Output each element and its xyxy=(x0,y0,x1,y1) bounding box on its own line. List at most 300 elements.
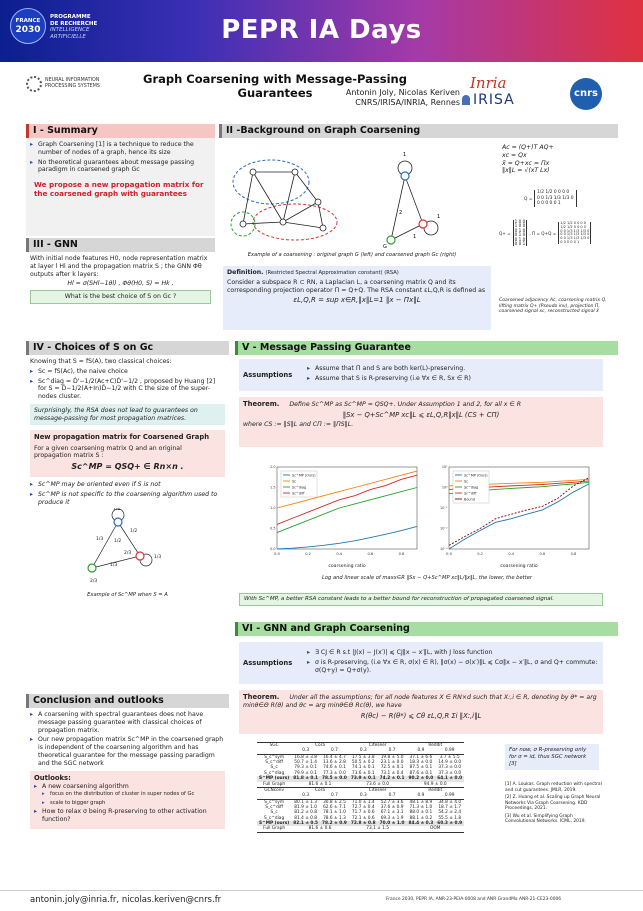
matrix-row: 0 0 1/3 1/3 1/3 0 xyxy=(560,228,590,233)
inria-logo: Inria xyxy=(470,74,507,92)
table-cell: Reddit xyxy=(406,743,464,749)
legend-label: Sc^diag xyxy=(464,485,479,490)
graph-node xyxy=(240,221,246,227)
table-cell: 0.3 xyxy=(291,793,320,799)
gnn-assumption-2: ▸ σ is R-preserving, (i.e ∀x ∈ R, σ(x) ∈ R), ‖σ(x) − σ(x′)‖L ⩽ Cσ‖x − x′‖L, σ and Q+ commute: σ(Q+y) = Q+σ(y). xyxy=(307,659,599,675)
table-cell: 80.1 ± 1.3 xyxy=(294,799,317,805)
coarse-node-green xyxy=(387,236,395,244)
mpg-assumption-1: ▸ Assume that Π and S are both ker(L)-preserving. xyxy=(307,365,599,373)
table-cell: 64.1 ± 0.0 xyxy=(437,776,463,782)
choices-list xyxy=(30,368,225,401)
france-logo-text: FRANCE xyxy=(15,18,41,24)
poster-footer xyxy=(0,890,643,911)
mpg-heading: V - Message Passing Guarantee xyxy=(235,341,618,355)
example-node-red xyxy=(136,552,144,560)
matrix-row: 0 0 1/3 1/3 1/3 0 xyxy=(560,235,590,240)
table-cell: 81.4 ± 0.8 xyxy=(294,815,317,821)
table-cell: 72.1 ± 0.6 xyxy=(351,815,375,821)
table-cell: 23.1 ± 0.0 xyxy=(380,760,404,766)
table-cell: 78.1 ± 1.0 xyxy=(323,810,346,816)
summary-highlight: We propose a new propagation matrix for the coarsened graph with guarantees xyxy=(34,180,204,198)
gnn-assumptions-list xyxy=(307,649,599,676)
gnn-equation: Hl = σ(SHl−1θl) , Φθ(H0, S) = Hk , xyxy=(67,280,174,288)
graph-node xyxy=(320,225,326,231)
outlooks-list xyxy=(34,783,221,824)
x-tick-label: 0.0 xyxy=(274,552,280,556)
affiliation: CNRS/IRISA/INRIA, Rennes xyxy=(355,98,460,108)
table-cell: 72.7 ± 0.4 xyxy=(351,804,375,810)
table-cell: 81.9 ± 1.0 xyxy=(294,804,317,810)
formula-line: xc = Qx xyxy=(502,151,527,159)
matrix-row: 0 0 1/3 1/3 1/3 0 xyxy=(560,232,590,237)
gnn-panel xyxy=(26,238,215,330)
table-cell: 74.2 ± 0.1 xyxy=(379,776,405,782)
table-cell: 50.7 ± 1.4 xyxy=(294,760,317,766)
background-panel xyxy=(219,124,618,334)
smp-example-graph xyxy=(80,508,180,592)
summary-panel xyxy=(26,124,215,236)
x-axis-label: coarsening ratio xyxy=(500,564,538,569)
mpg-assumptions-box xyxy=(239,359,603,391)
conclusion-panel xyxy=(26,694,229,884)
formula-line: x̃ = Q+xc = Πx xyxy=(502,159,550,167)
table-cell: 0.3 xyxy=(349,748,378,754)
table-cell: 87.6 ± 0.1 xyxy=(409,770,433,776)
outlooks-title: Outlooks: xyxy=(34,774,71,783)
graph-node xyxy=(250,169,256,175)
table-cell: 79.3 ± 0.1 xyxy=(294,765,317,771)
example-edge-weight: 1/2 xyxy=(114,539,122,545)
summary-content xyxy=(26,138,215,236)
gnn-theorem-box xyxy=(239,690,603,734)
mpg-assumptions-list xyxy=(307,365,599,385)
funding-text: France 2030, PEPR IA, ANR-23-PEIA-0008 and ANR GrandMa ANR-21-CE23-0006 xyxy=(386,897,562,902)
table-cell: 0.7 xyxy=(378,793,407,799)
table-cell: S_c^diag xyxy=(264,815,285,821)
legend-label: Sc^diag xyxy=(292,485,307,490)
property-bullet-1: ▸ Sc^MP may be oriented even if S is not xyxy=(30,481,225,489)
new-propagation-text: For a given coarsening matrix Q and an original propagation matrix S : xyxy=(34,444,182,460)
gnn-theorem-text: Under all the assumptions; for all node features X ∈ RN×d such that X:,i ∈ R, denoting by θ* = arg minθ∈Θ R(θ) and θc = arg minθ∈Θ Rc(θ), we have xyxy=(243,694,597,709)
table-cell: 14.9 ± 0.0 xyxy=(438,760,462,766)
matrix-row: 1 0 0 xyxy=(514,223,526,229)
table-cell: 82.1 ± 0.5 xyxy=(293,821,319,827)
new-propagation-properties xyxy=(30,481,225,506)
graph-node xyxy=(292,169,298,175)
coarse-edge-label: 1 xyxy=(403,152,407,158)
mpg-theorem-equation: ‖Sx − Q+Sc^MP xc‖L ⩽ εL,Q,R‖x‖L (CS + CΠ) xyxy=(342,410,500,419)
definition-subtitle: (Restricted Spectral Approximation constant) (RSA) xyxy=(265,270,399,276)
mpg-chart-caption: Log and linear scale of maxx∈R ‖Sx − Q+Sc^MP xc‖L/‖x‖L, the lower, the better xyxy=(321,575,533,581)
neurips-line-1: NEURAL INFORMATION xyxy=(45,78,100,83)
cluster-ellipse-blue xyxy=(233,160,309,204)
table-cell: 19.8 ± 5.0 xyxy=(380,754,404,760)
summary-bullet-2: ▸ No theoretical guarantees about message passing paradigm in coarsened graph Gc xyxy=(30,159,211,175)
matrix-row: 1/2 1/2 0 0 0 0 xyxy=(560,224,586,229)
table-cell: 72.5 ± 0.1 xyxy=(380,765,404,771)
table-cell: 71.0 ± 1.4 xyxy=(351,799,375,805)
x-tick-label: 0.4 xyxy=(336,552,343,556)
legend-label: Sc xyxy=(464,479,469,484)
table-cell: 0.3 xyxy=(349,793,378,799)
choices-panel xyxy=(26,341,229,687)
banner xyxy=(0,0,643,62)
table-cell: 52.7 ± 3.6 xyxy=(380,799,404,805)
gnn-coarsening-heading: VI - GNN and Graph Coarsening xyxy=(235,622,618,636)
coarsened-graph-edges xyxy=(391,161,441,240)
table-cell: 71.3 ± 1.0 xyxy=(409,804,433,810)
table-cell: Full Graph xyxy=(257,782,291,788)
matrix-row: 0 0 0 0 0 1 xyxy=(560,239,580,244)
table-cell: 54.2 ± 2.4 xyxy=(438,810,462,816)
coarse-edge-label: 2 xyxy=(399,210,403,216)
pi-matrix-body xyxy=(558,222,591,244)
y-tick-label: 0.5 xyxy=(270,526,276,531)
table-cell: 78.6 ± 1.3 xyxy=(323,815,346,821)
mpg-theorem-box xyxy=(239,397,603,447)
table-cell: 30.8 ± 2.5 xyxy=(323,799,346,805)
table-cell: 88.1 ± 0.2 xyxy=(409,815,433,821)
mpg-theorem-label: Theorem. xyxy=(243,400,280,408)
table-cell: 78.5 ± 0.0 xyxy=(322,776,347,782)
coarse-edge-label: 1 xyxy=(413,234,417,240)
new-propagation-title: New propagation matrix for Coarsened Graph xyxy=(34,433,210,442)
y-tick-label: 10⁻¹ xyxy=(440,506,448,511)
gnn-content xyxy=(26,252,215,307)
table-cell: 73.6 ± 0.1 xyxy=(351,770,375,776)
table-cell: 81.6 ± 0.1 xyxy=(291,782,349,788)
table-cell: OOM xyxy=(406,826,464,832)
outlook-1 xyxy=(34,783,221,807)
legend-label: Sc^diff xyxy=(292,491,305,496)
q-plus-and-pi-matrices xyxy=(499,220,591,246)
sgc-note: For now, σ R-preserving only for σ = id, thus SGC network [3] xyxy=(505,744,599,770)
example-edge-weight: 2/3 xyxy=(124,551,132,557)
table-cell: 0.7 xyxy=(320,748,349,754)
irisa-logo-text: IRISA xyxy=(473,92,515,108)
table-cell: 3.7 ± 5.5 xyxy=(439,754,460,760)
gnn-theorem-equation: R(θc) − R(θ*) ⩽ Cθ εL,Q,R Σi ‖X:,i‖L xyxy=(360,711,482,720)
table-cell: 78.2 ± 0.9 xyxy=(322,821,347,827)
conclusion-heading: Conclusion and outlooks xyxy=(26,694,229,708)
gnn-assumptions-label: Assumptions xyxy=(243,658,293,667)
table-cell: S^MP (ours) xyxy=(259,821,290,827)
table-cell: 34.8 ± 4.0 xyxy=(438,799,462,805)
authors: Antonin Joly, Nicolas Keriven xyxy=(345,88,460,97)
choices-heading: IV - Choices of S on Gc xyxy=(26,341,229,355)
table-cell: 0.99 xyxy=(435,793,464,799)
reference-1: [1] A. Loukas. Graph reduction with spectral and cut guarantees. JMLR, 2019. xyxy=(505,782,602,793)
table-cell: 0.7 xyxy=(320,793,349,799)
neurips-logo-text xyxy=(45,78,100,90)
table-cell: 50.5 ± 0.2 xyxy=(351,760,375,766)
table-cell: 37.1 ± 6.6 xyxy=(409,754,433,760)
table-cell: 70.0 ± 1.0 xyxy=(379,821,405,827)
summary-list xyxy=(30,141,211,174)
example-edge-weight: 1/2 xyxy=(113,508,121,513)
table-cell: 69.3 ± 1.9 xyxy=(380,815,404,821)
table-full-graph-row xyxy=(257,826,464,832)
table-cell: 18.3 ± 0.0 xyxy=(409,760,433,766)
definition-label: Definition. xyxy=(227,269,264,276)
matrix-row: 0 1 0 xyxy=(514,227,526,233)
table-cell: 77.3 ± 0.0 xyxy=(323,770,346,776)
example-edge-weight: 1/3 xyxy=(110,563,118,569)
outlook-sub-2: ▸ scale to bigger graph xyxy=(42,800,221,807)
legend-label: Sc^MP (Ours) xyxy=(464,473,488,478)
table-cell: 79.9 ± 0.1 xyxy=(294,770,317,776)
log-scale-chart xyxy=(435,461,595,571)
table-cell: 37.6 ± 0.9 xyxy=(380,804,404,810)
x-tick-label: 0.2 xyxy=(477,552,483,556)
x-tick-label: 0.8 xyxy=(570,552,577,556)
table-cell: 16.4 ± 4.7 xyxy=(323,754,346,760)
legend-label: Bound xyxy=(464,497,475,502)
france-logo-year: 2030 xyxy=(15,24,41,35)
gnn-assumption-1: ▸ ∃ CJ ∈ R s.t |J(x) − J(x′)| ⩽ CJ‖x − x′‖L, with J loss function xyxy=(307,649,599,657)
table-cell: Full Graph xyxy=(257,826,291,832)
table-cell: 16.8 ± 3.8 xyxy=(294,754,317,760)
cluster-ellipse-red xyxy=(253,204,337,240)
rsa-definition-box xyxy=(223,266,491,330)
contact-emails: antonin.joly@inria.fr, nicolas.keriven@cnrs.fr xyxy=(30,895,222,905)
table-cell: 74.6 ± 0.1 xyxy=(323,765,346,771)
new-propagation-equation: Sc^MP = QSQ+ ∈ Rn×n . xyxy=(71,462,184,472)
y-tick-label: 10⁻³ xyxy=(440,547,448,552)
background-heading: II -Background on Graph Coarsening xyxy=(219,124,618,138)
table-cell: 48.1 ± 8.9 xyxy=(409,799,433,805)
program-line-1: PROGRAMME xyxy=(50,14,91,20)
matrix-row: 1/2 1/2 0 0 0 0 xyxy=(560,221,586,226)
example-node-green xyxy=(88,564,96,572)
y-tick-label: 10⁰ xyxy=(441,485,448,490)
gnn-text: With initial node features H0, node representation matrix at layer l Hl and the propagation matrix S ; the GNN Φθ outputs after k layers: xyxy=(30,255,208,278)
y-tick-label: 10⁻² xyxy=(440,526,448,531)
y-tick-label: 2.0 xyxy=(270,465,276,470)
poster-header xyxy=(0,62,643,114)
table-cell: 18.7 ± 1.7 xyxy=(438,804,462,810)
q-plus-matrix-body xyxy=(513,220,528,246)
table-cell: 74.1 ± 0.1 xyxy=(351,765,375,771)
table-cell: 73.1 ± 0.4 xyxy=(380,770,404,776)
chart-legend xyxy=(281,471,317,497)
chart-legend xyxy=(453,471,489,503)
choices-remark: Surprisingly, the RSA does not lead to guarantees on message-passing for most propagation matrices. xyxy=(30,404,225,426)
results-table-wrap xyxy=(257,742,507,833)
table-cell: 90.2 ± 0.0 xyxy=(408,776,434,782)
definition-text: Consider a subspace R ⊂ RN, a Laplacian L, a coarsening matrix Q and its corresponding projection operator Π = Q+Q. The RSA constant εL,Q,R is defined as xyxy=(227,278,486,294)
q-matrix xyxy=(524,190,577,207)
choice-bullet-1: ▸ Sc = fS(Ac), the naive choice xyxy=(30,368,225,376)
x-tick-label: 0.2 xyxy=(305,552,311,556)
y-tick-label: 10¹ xyxy=(441,465,448,470)
example-edge-weight: 2/3 xyxy=(90,579,98,585)
table-cell: 87.5 ± 0.1 xyxy=(409,765,433,771)
table-cell: SGC xyxy=(257,743,291,749)
poster-title: Graph Coarsening with Message-Passing Guarantees xyxy=(143,72,407,101)
coarsening-graph-figure xyxy=(223,140,493,250)
example-edge-weight: 1/3 xyxy=(96,537,104,543)
example-caption: Example of Sc^MP when S = A xyxy=(87,592,168,599)
mpg-conclusion: With Sc^MP, a better RSA constant leads to a better bound for reconstruction of propagated coarsened signal. xyxy=(239,593,603,606)
table-cell: 84.4 ± 0.3 xyxy=(408,821,434,827)
gnn-assumptions-box xyxy=(239,642,603,684)
example-edge-weight: 1/3 xyxy=(154,555,162,561)
y-tick-label: 1.5 xyxy=(270,485,276,490)
summary-heading: I - Summary xyxy=(26,124,215,138)
table-cell: 81.2 ± 0.8 xyxy=(294,810,317,816)
matrix-row: 0 1 0 xyxy=(514,232,526,238)
program-line-3: INTELLIGENCE xyxy=(50,27,90,34)
table-cell: S_c xyxy=(270,765,278,771)
x-tick-label: 0.6 xyxy=(367,552,374,556)
matrix-row: 0 0 1/3 1/3 1/3 0 xyxy=(536,195,574,201)
choices-intro: Knowing that S = fS(A), two classical choices: xyxy=(30,358,172,365)
x-axis-label: coarsening ratio xyxy=(328,564,366,569)
q-plus-label: Q+ = xyxy=(499,230,511,236)
cnrs-logo: cnrs xyxy=(570,78,602,110)
legend-label: Sc^MP (Ours) xyxy=(292,473,316,478)
gnn-theorem-label: Theorem. xyxy=(243,693,280,701)
mpg-panel xyxy=(235,341,618,619)
outlook-1-text: A new coarsening algorithm xyxy=(42,782,129,790)
q-matrix-body xyxy=(534,190,577,207)
matrix-row: 1 0 0 xyxy=(514,219,526,224)
results-table xyxy=(257,742,464,833)
formula-line: Ac = (Q+)T AQ+ xyxy=(502,144,554,151)
irisa-logo xyxy=(462,92,515,110)
coarsening-formulas xyxy=(502,144,614,175)
table-cell: 37.3 ± 0.0 xyxy=(438,765,462,771)
y-tick-label: 0.0 xyxy=(270,547,276,552)
table-cell: 72.8 ± 0.8 xyxy=(350,821,376,827)
gnn-question: What is the best choice of S on Gc ? xyxy=(30,290,211,304)
coarse-edge-label: 1 xyxy=(437,214,441,220)
neurips-logo-icon xyxy=(26,76,42,92)
table-cell: Citeseer xyxy=(349,787,407,793)
conclusion-list xyxy=(30,711,225,767)
program-line-2: DE RECHERCHE xyxy=(50,20,98,27)
x-tick-label: 0.4 xyxy=(508,552,515,556)
table-cell: 17.5 ± 3.8 xyxy=(351,754,375,760)
background-caption: Example of a coarsening : original graph G (left) and coarsened graph Gc (right) xyxy=(247,252,457,258)
table-cell: Cora xyxy=(291,743,349,749)
table-cell: S_c^sym xyxy=(264,799,285,805)
reference-3: [3] Wu et al. Simplifying Graph Convolutional Networks. ICML, 2019. xyxy=(505,813,586,824)
mpg-theorem-text: Define Sc^MP as Sc^MP = QSQ+. Under Assumption 1 and 2, for all x ∈ R xyxy=(289,401,522,408)
table-cell: GCNconv xyxy=(257,787,291,793)
gnn-coarsening-panel xyxy=(235,622,618,884)
event-title: PEPR IA Days xyxy=(221,15,422,45)
q-matrix-label: Q = xyxy=(524,196,533,202)
references xyxy=(505,782,603,827)
authors-block xyxy=(260,88,460,109)
table-cell: S_c^diff xyxy=(265,804,283,810)
outlook-sub-list xyxy=(42,791,221,806)
linear-scale-chart xyxy=(263,461,423,571)
choices-content xyxy=(26,355,229,602)
table-cell: S^MP (ours) xyxy=(259,776,290,782)
table-row xyxy=(257,776,464,781)
background-side-caption: Coarsened adjacency Ac, coarsening matrix Q, lifting matrix Q+ (Pseudo inv), projection Π, coarsened signal xc, reconstructed signal x̃ xyxy=(499,298,607,315)
property-bullet-2: ▸ Sc^MP is not specific to the coarsening algorithm used to produce it xyxy=(30,491,225,507)
table-cell: 55.5 ± 1.8 xyxy=(438,815,462,821)
table-cell: S_c^sym xyxy=(264,754,285,760)
table-cell: Reddit xyxy=(406,787,464,793)
coarse-graph-name: G xyxy=(383,244,387,250)
matrix-row: 1/2 1/2 0 0 0 0 xyxy=(536,190,570,195)
table-cell: 0.9 xyxy=(406,793,435,799)
table-cell: Citeseer xyxy=(349,743,407,749)
table-cell: 88.0 ± 0.1 xyxy=(409,810,433,816)
table-cell: 62.6 ± 7.1 xyxy=(323,804,346,810)
table-cell: S_c^diag xyxy=(264,770,285,776)
outlook-sub-1: ▸ focus on the distribution of cluster in super nodes of Gc xyxy=(42,791,221,798)
mpg-theorem-where: where CS := ‖S‖L and CΠ := ‖ΠS‖L. xyxy=(243,421,354,429)
table-cell: 73.9 ± 0.1 xyxy=(350,776,376,782)
table-cell: 67.1 ± 3.1 xyxy=(380,810,404,816)
outlook-2: ▸ How to relax σ being R-preserving to other activation function? xyxy=(34,808,221,824)
table-cell: 73.1 ± 1.5 xyxy=(349,826,407,832)
formula-line: ‖x‖L = √(xT Lx) xyxy=(502,167,550,175)
conclusion-content xyxy=(26,708,229,832)
matrix-row: 0 1 0 xyxy=(514,236,526,242)
example-edge-weight: 1/2 xyxy=(130,529,138,535)
graph-node xyxy=(280,219,286,225)
table-cell: 0.9 xyxy=(406,748,435,754)
mpg-assumption-2: ▸ Assume that S is R-preserving (i.e ∀x ∈ R, Sx ∈ R) xyxy=(307,375,599,383)
coarse-node-red xyxy=(419,220,427,228)
summary-bullet-1: ▸ Graph Coarsening [1] is a technique to reduce the number of nodes of a graph, hence its size xyxy=(30,141,211,157)
graph-node xyxy=(315,199,321,205)
legend-label: Sc^diff xyxy=(464,491,477,496)
reference-2: [2] Z. Huang et al. Scaling up Graph Neural Networks Via Graph Coarsening. KDD Proceedings, 2021. xyxy=(505,795,601,811)
table-cell: 94.9 ± 0.0 xyxy=(406,782,464,788)
table-cell: 81.6 ± 0.6 xyxy=(291,826,349,832)
table-cell: 0.99 xyxy=(435,748,464,754)
matrix-row: 0 0 0 0 0 1 xyxy=(536,201,561,206)
conclusion-bullet-1: ▸ A coarsening with spectral guarantees does not have message passing guarantee with classical choices of propagation matrix. xyxy=(30,711,225,734)
example-node-blue xyxy=(114,518,122,526)
definition-equation: εL,Q,R = sup x∈R,‖x‖L=1 ‖x − Πx‖L xyxy=(293,296,421,305)
neurips-line-2: PROCESSING SYSTEMS xyxy=(45,83,100,89)
legend-label: Sc xyxy=(292,479,297,484)
table-cell: 73.6 ± 0.0 xyxy=(349,782,407,788)
coarse-node-blue xyxy=(401,172,409,180)
choice-bullet-2: ▸ Sc^diag = D̂'−1/2(Ac+C)D̂'−1/2 , proposed by Huang [2] for S = D̃−1/2(A+In)D̃−1/2 with C the size of the super-nodes cluster. xyxy=(30,378,225,401)
program-line-4: ARTIFICIELLE xyxy=(50,33,86,40)
x-tick-label: 0.8 xyxy=(398,552,405,556)
mpg-assumptions-label: Assumptions xyxy=(243,370,293,379)
table-cell: 81.8 ± 0.1 xyxy=(293,776,319,782)
outlooks-box xyxy=(30,771,225,829)
x-tick-label: 0.0 xyxy=(446,552,452,556)
table-cell: 71.7 ± 0.6 xyxy=(351,810,375,816)
x-tick-label: 0.6 xyxy=(539,552,546,556)
table-cell: 0.3 xyxy=(291,748,320,754)
table-cell: 0.7 xyxy=(378,748,407,754)
table-cell: 60.3 ± 0.9 xyxy=(437,821,463,827)
y-tick-label: 1.0 xyxy=(270,506,276,511)
original-graph-nodes xyxy=(240,169,326,231)
gnn-heading: III - GNN xyxy=(26,238,215,252)
new-propagation-box xyxy=(30,430,225,477)
series-line xyxy=(277,526,417,549)
table-cell: Cora xyxy=(291,787,349,793)
conclusion-bullet-2: ▸ Our new propagation matrix Sc^MP in the coarsened graph is independent of the coarsening algorithm and has theoretical guarantee for the message passing paradigm and the SGC network xyxy=(30,736,225,767)
pi-label: , Π = Q+Q = xyxy=(529,230,557,236)
irisa-mark-icon xyxy=(462,95,470,105)
